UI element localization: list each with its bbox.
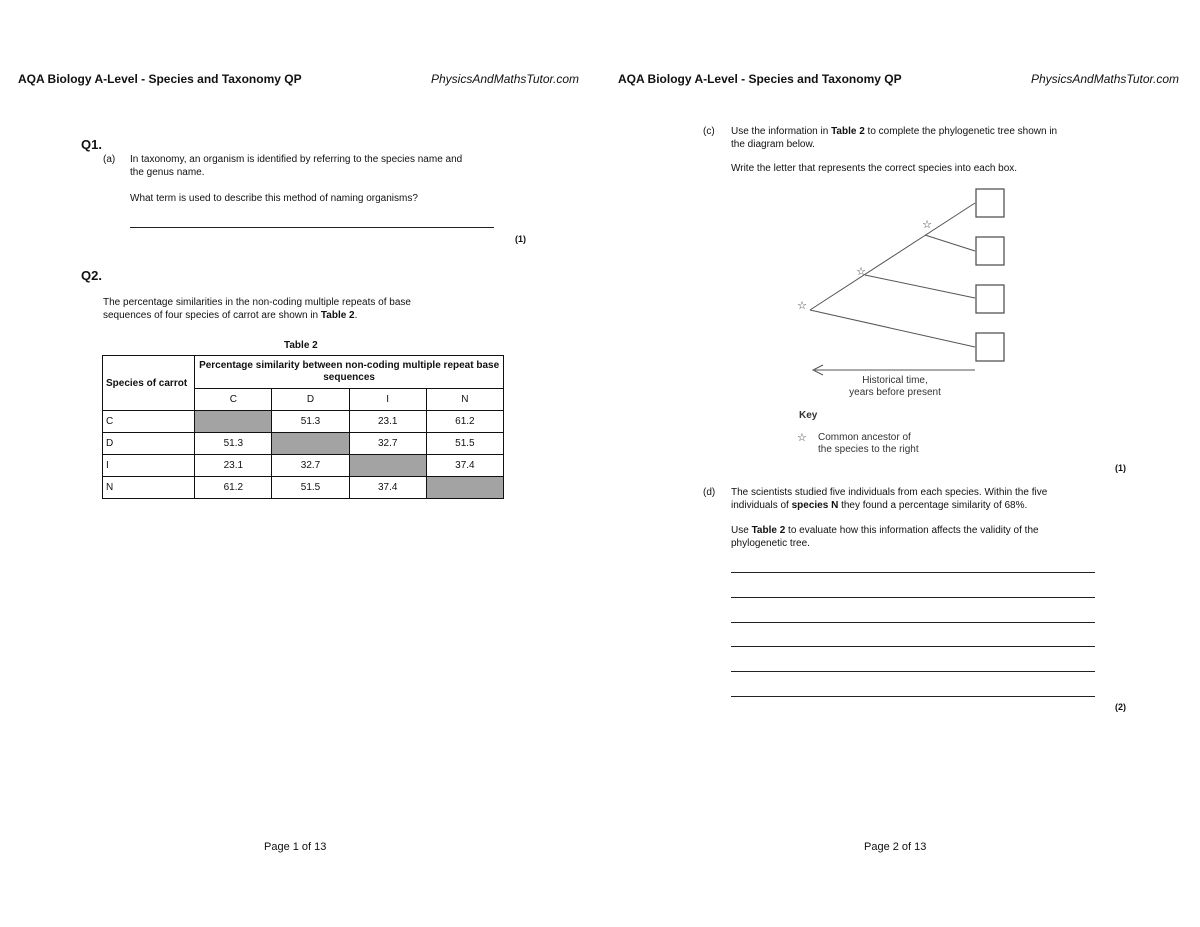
col-header-i: I xyxy=(349,389,426,411)
q1-part-a-line2: the genus name. xyxy=(130,167,205,178)
table-row xyxy=(103,477,504,499)
branch-3 xyxy=(865,275,975,298)
branch-4 xyxy=(810,310,975,347)
star-icon: ☆ xyxy=(856,265,866,278)
row-label: D xyxy=(103,433,195,455)
q1-part-a-label: (a) xyxy=(103,154,116,165)
table-2 xyxy=(102,355,504,499)
table-row xyxy=(103,433,504,455)
row-label: N xyxy=(103,477,195,499)
q1-number: Q1. xyxy=(81,137,102,152)
table-cell: 51.5 xyxy=(272,477,349,499)
answer-line[interactable] xyxy=(731,597,1095,598)
branch-1 xyxy=(810,203,975,310)
part-c-label: (c) xyxy=(703,126,715,137)
part-d-line4: phylogenetic tree. xyxy=(731,538,810,549)
answer-line[interactable] xyxy=(731,646,1095,647)
table-cell: 23.1 xyxy=(195,455,272,477)
answer-box-2[interactable] xyxy=(976,237,1004,265)
q1-marks: (1) xyxy=(515,234,526,244)
q1-answer-line[interactable] xyxy=(130,227,494,228)
key-description: Common ancestor of the species to the right xyxy=(818,432,919,455)
table-cell-shaded xyxy=(426,477,503,499)
table-row xyxy=(103,411,504,433)
table-group-header: Percentage similarity between non-coding multiple repeat base sequences xyxy=(195,356,504,389)
part-d-line3: Use Table 2 to evaluate how this information affects the validity of the xyxy=(731,525,1039,536)
q1-part-a-line1: In taxonomy, an organism is identified by referring to the species name and xyxy=(130,154,463,165)
table-caption: Table 2 xyxy=(284,340,318,351)
q2-intro-line2: sequences of four species of carrot are shown in Table 2. xyxy=(103,310,358,321)
answer-line[interactable] xyxy=(731,622,1095,623)
star-icon: ☆ xyxy=(922,218,932,231)
col-header-c: C xyxy=(195,389,272,411)
table-cell: 61.2 xyxy=(426,411,503,433)
part-c-line2: the diagram below. xyxy=(731,139,815,150)
axis-label: Historical time, years before present xyxy=(849,375,941,398)
header-site[interactable]: PhysicsAndMathsTutor.com xyxy=(1031,72,1180,86)
part-d-line2: individuals of species N they found a percentage similarity of 68%. xyxy=(731,500,1028,511)
col-header-n: N xyxy=(426,389,503,411)
part-c-instruction: Write the letter that represents the correct species into each box. xyxy=(731,163,1018,174)
branch-2 xyxy=(925,235,975,251)
table-cell: 51.3 xyxy=(272,411,349,433)
answer-box-4[interactable] xyxy=(976,333,1004,361)
q1-question: What term is used to describe this method of naming organisms? xyxy=(130,193,418,204)
key-star-icon: ☆ xyxy=(797,431,807,444)
page-number: Page 2 of 13 xyxy=(864,841,927,853)
table-cell-shaded xyxy=(349,455,426,477)
header-site[interactable]: PhysicsAndMathsTutor.com xyxy=(431,72,580,86)
part-d-marks: (2) xyxy=(1115,702,1126,712)
table-cell: 51.5 xyxy=(426,433,503,455)
answer-box-3[interactable] xyxy=(976,285,1004,313)
row-label: I xyxy=(103,455,195,477)
q2-intro-line1: The percentage similarities in the non-coding multiple repeats of base xyxy=(103,297,411,308)
phylogenetic-tree xyxy=(785,185,1015,385)
answer-line[interactable] xyxy=(731,671,1095,672)
answer-box-1[interactable] xyxy=(976,189,1004,217)
part-c-marks: (1) xyxy=(1115,463,1126,473)
table-cell: 51.3 xyxy=(195,433,272,455)
table-cell: 32.7 xyxy=(349,433,426,455)
table-cell: 32.7 xyxy=(272,455,349,477)
part-d-line1: The scientists studied five individuals from each species. Within the five xyxy=(731,487,1048,498)
table-row-header: Species of carrot xyxy=(103,356,195,411)
star-icon: ☆ xyxy=(797,299,807,312)
page-2 xyxy=(600,0,1200,927)
header-title: AQA Biology A-Level - Species and Taxonomy QP xyxy=(618,72,902,86)
header-title: AQA Biology A-Level - Species and Taxonomy QP xyxy=(18,72,302,86)
row-label: C xyxy=(103,411,195,433)
page-number: Page 1 of 13 xyxy=(264,841,327,853)
table-cell-shaded xyxy=(195,411,272,433)
table-cell: 23.1 xyxy=(349,411,426,433)
table-cell: 37.4 xyxy=(426,455,503,477)
col-header-d: D xyxy=(272,389,349,411)
table-cell: 61.2 xyxy=(195,477,272,499)
answer-line[interactable] xyxy=(731,572,1095,573)
table-cell: 37.4 xyxy=(349,477,426,499)
key-title: Key xyxy=(799,410,818,421)
table-row xyxy=(103,455,504,477)
q2-number: Q2. xyxy=(81,268,102,283)
part-d-label: (d) xyxy=(703,487,716,498)
part-c-line1: Use the information in Table 2 to complete the phylogenetic tree shown in xyxy=(731,126,1058,137)
table-cell-shaded xyxy=(272,433,349,455)
answer-line[interactable] xyxy=(731,696,1095,697)
